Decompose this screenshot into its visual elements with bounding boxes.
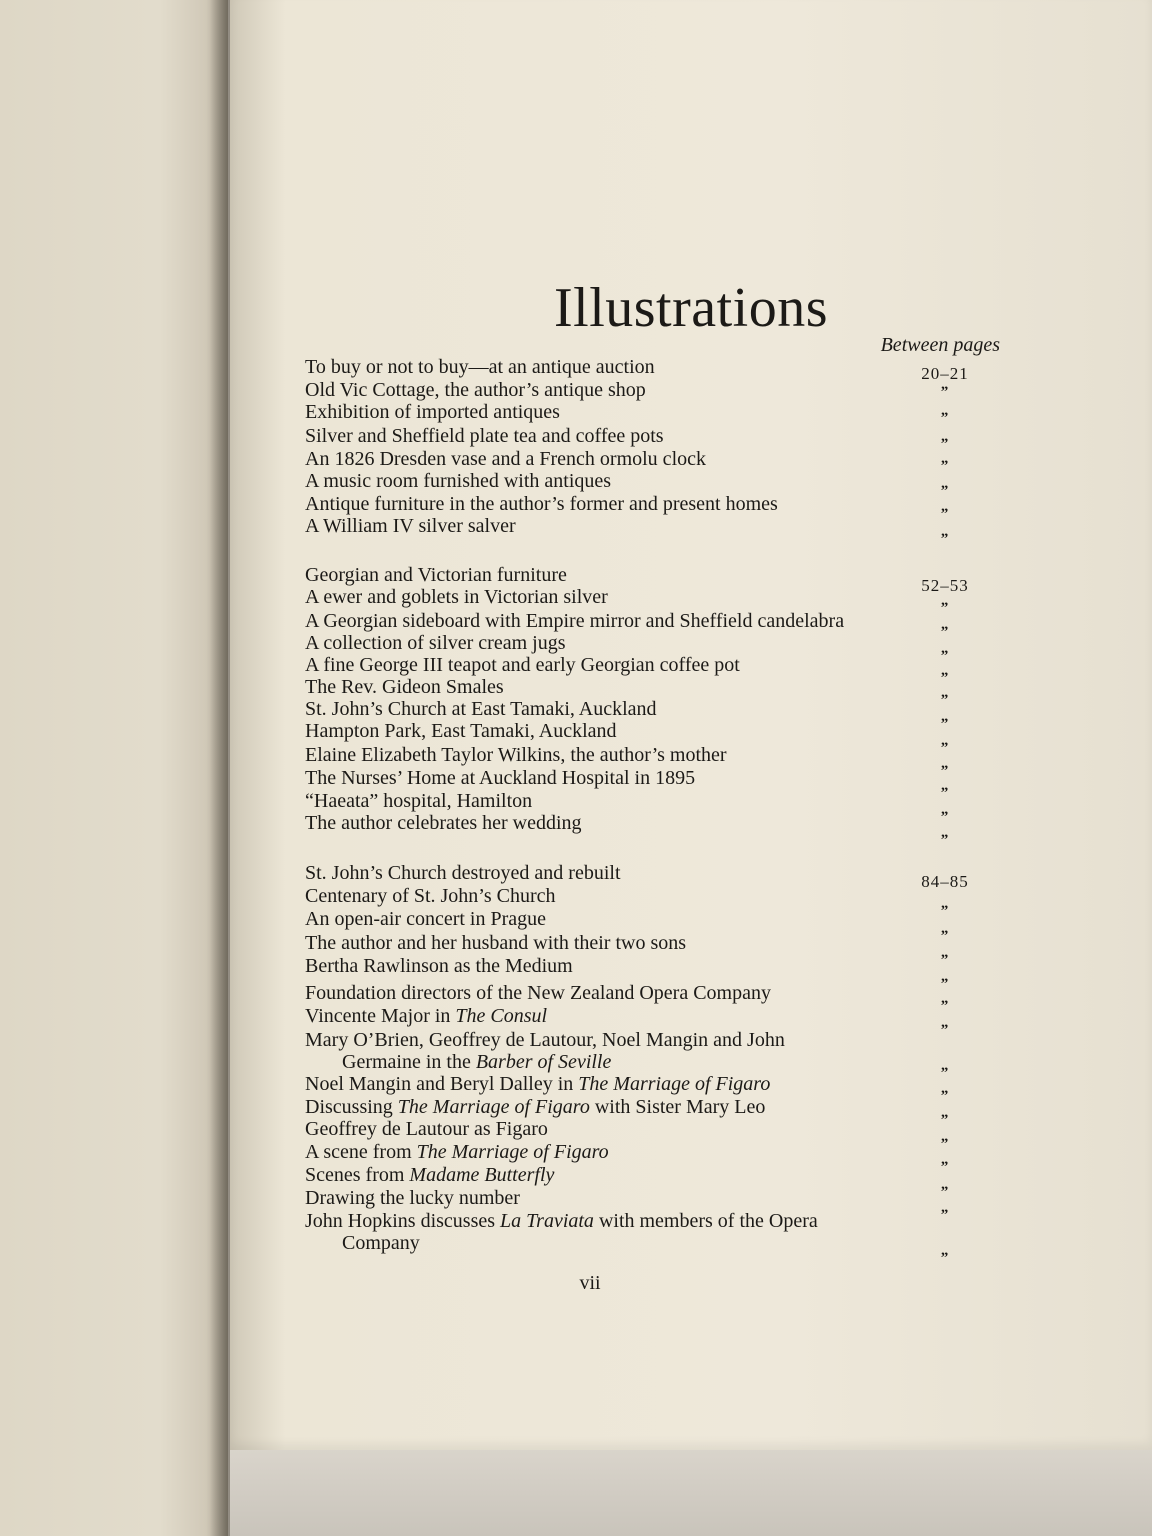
ditto-mark: ” — [940, 648, 950, 664]
list-item: Discussing The Marriage of Figaro with Sister Mary Leo — [305, 1096, 766, 1118]
ditto-mark: ” — [940, 506, 950, 522]
ditto-mark: ” — [940, 928, 950, 944]
ditto-mark: ” — [940, 600, 950, 616]
list-item: The author and her husband with their two sons — [305, 932, 687, 954]
list-item: Elaine Elizabeth Taylor Wilkins, the author’s mother — [305, 744, 727, 766]
ditto-mark: ” — [940, 809, 950, 825]
list-item: A fine George III teapot and early Georgian coffee pot — [305, 654, 740, 676]
list-item: Scenes from Madame Butterfly — [305, 1164, 555, 1186]
list-item: Mary O’Brien, Geoffrey de Lautour, Noel Mangin and John Germaine in the Barber of Seville — [305, 1029, 785, 1073]
list-item: St. John’s Church at East Tamaki, Auckland — [305, 698, 657, 720]
ditto-mark: ” — [940, 410, 950, 426]
list-item: Exhibition of imported antiques — [305, 401, 560, 423]
ditto-mark: ” — [940, 531, 950, 547]
page-range: 52–53 — [921, 576, 969, 595]
background-surface — [230, 1450, 1152, 1536]
ditto-mark: ” — [940, 763, 950, 779]
list-item: A Georgian sideboard with Empire mirror and Sheffield candelabra — [305, 610, 845, 632]
list-item: An open-air concert in Prague — [305, 908, 547, 930]
column-header: Between pages — [880, 334, 1000, 356]
ditto-mark: ” — [940, 1250, 950, 1266]
ditto-mark: ” — [940, 1088, 950, 1104]
ditto-mark: ” — [940, 740, 950, 756]
ditto-mark: ” — [940, 1112, 950, 1128]
list-item: Antique furniture in the author’s former and present homes — [305, 493, 778, 515]
list-item: St. John’s Church destroyed and rebuilt — [305, 862, 621, 884]
list-item: Geoffrey de Lautour as Figaro — [305, 1118, 548, 1140]
ditto-mark: ” — [940, 1136, 950, 1152]
list-item: Hampton Park, East Tamaki, Auckland — [305, 720, 617, 742]
ditto-mark: ” — [940, 1184, 950, 1200]
ditto-mark: ” — [940, 716, 950, 732]
list-item: Georgian and Victorian furniture — [305, 564, 567, 586]
ditto-mark: ” — [940, 785, 950, 801]
ditto-mark: ” — [940, 1065, 950, 1081]
list-item: The Nurses’ Home at Auckland Hospital in 1895 — [305, 767, 696, 789]
ditto-mark: ” — [940, 976, 950, 992]
page-gutter-shadow — [206, 0, 230, 1536]
list-item: The author celebrates her wedding — [305, 812, 582, 834]
ditto-mark: ” — [940, 692, 950, 708]
list-item: A collection of silver cream jugs — [305, 632, 566, 654]
ditto-mark: ” — [940, 1159, 950, 1175]
list-item: The Rev. Gideon Smales — [305, 676, 504, 698]
ditto-mark: ” — [940, 998, 950, 1014]
list-item: A William IV silver salver — [305, 515, 516, 537]
list-item: Drawing the lucky number — [305, 1187, 520, 1209]
list-item: Silver and Sheffield plate tea and coffee pots — [305, 425, 664, 447]
page-range: 84–85 — [921, 872, 969, 891]
list-item: John Hopkins discusses La Traviata with members of the Opera Company — [305, 1210, 818, 1254]
page-number: vii — [579, 1272, 601, 1294]
ditto-mark: ” — [940, 483, 950, 499]
ditto-mark: ” — [940, 458, 950, 474]
ditto-mark: ” — [940, 624, 950, 640]
list-item: “Haeata” hospital, Hamilton — [305, 790, 533, 812]
list-item: An 1826 Dresden vase and a French ormolu clock — [305, 448, 706, 470]
ditto-mark: ” — [940, 670, 950, 686]
list-item: Bertha Rawlinson as the Medium — [305, 955, 573, 977]
page-range: 20–21 — [921, 364, 969, 383]
ditto-mark: ” — [940, 952, 950, 968]
ditto-mark: ” — [940, 832, 950, 848]
list-item: To buy or not to buy—at an antique auction — [305, 356, 655, 378]
ditto-mark: ” — [940, 1022, 950, 1038]
ditto-mark: ” — [940, 436, 950, 452]
list-item: A ewer and goblets in Victorian silver — [305, 586, 608, 608]
page-title: Illustrations — [553, 276, 829, 339]
list-item: Old Vic Cottage, the author’s antique shop — [305, 379, 646, 401]
ditto-mark: ” — [940, 384, 950, 400]
facing-page — [0, 0, 228, 1536]
list-item: A scene from The Marriage of Figaro — [305, 1141, 609, 1163]
list-item: Noel Mangin and Beryl Dalley in The Marriage of Figaro — [305, 1073, 771, 1095]
list-item: Centenary of St. John’s Church — [305, 885, 556, 907]
list-item: Vincente Major in The Consul — [305, 1005, 548, 1027]
list-item: A music room furnished with antiques — [305, 470, 612, 492]
list-item: Foundation directors of the New Zealand Opera Company — [305, 982, 771, 1004]
ditto-mark: ” — [940, 1207, 950, 1223]
ditto-mark: ” — [940, 903, 950, 919]
